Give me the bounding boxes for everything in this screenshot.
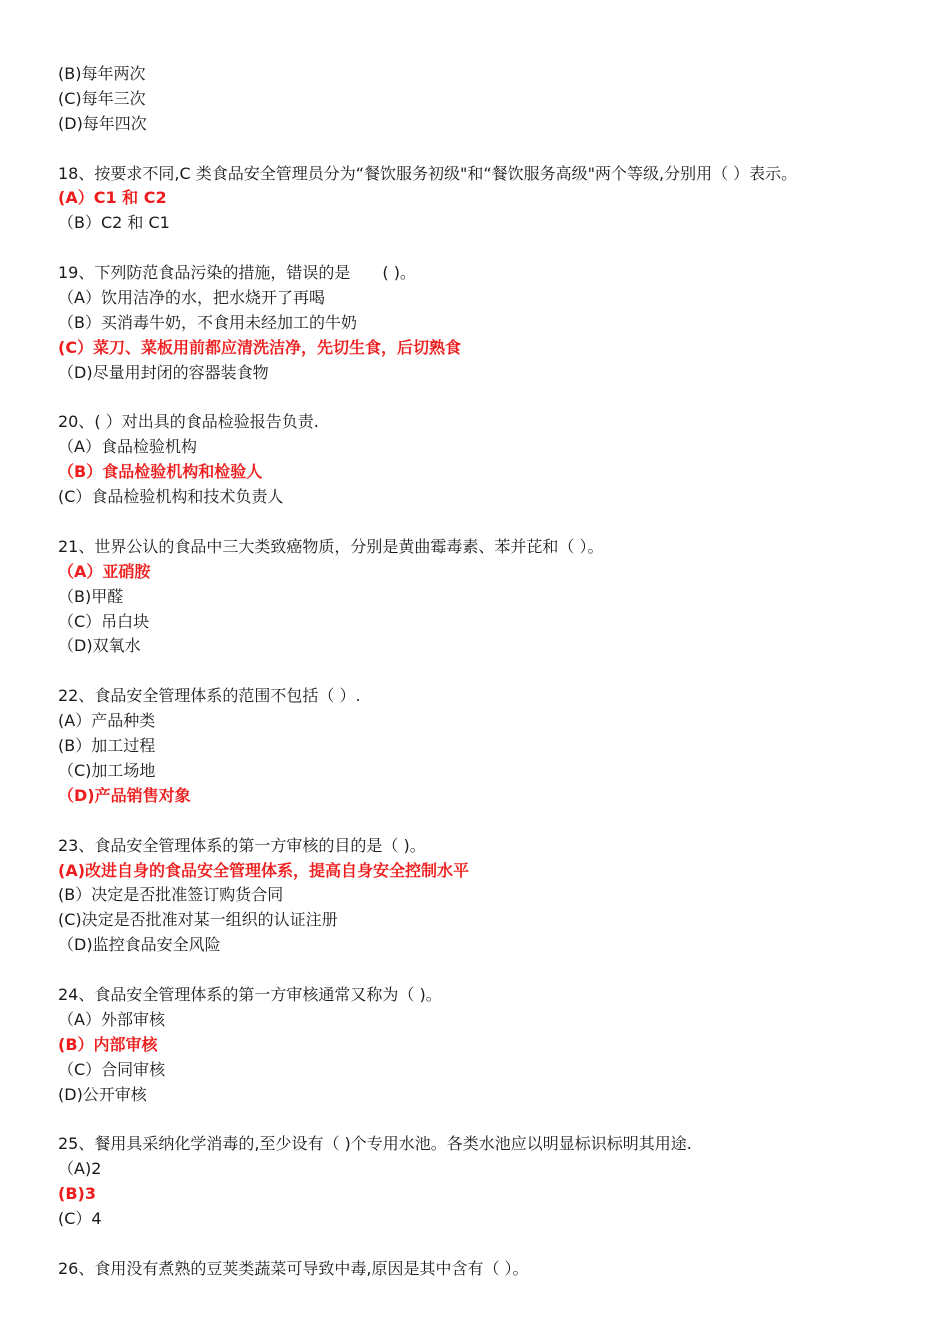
question-18: 18、按要求不同,C 类食品安全管理员分为“餐饮服务初级"和“餐饮服务高级"两个等级,分别用（ ）表示。 — [58, 163, 798, 183]
correct-answer: (A）C1 和 C2 — [58, 188, 167, 208]
option-line: （D)监控食品安全风险 — [58, 935, 221, 955]
correct-answer: (A)改进自身的食品安全管理体系，提高自身安全控制水平 — [58, 860, 470, 880]
correct-answer: (B）内部审核 — [58, 1034, 158, 1054]
option-line: (B）决定是否批准签订购货合同 — [58, 885, 284, 905]
option-line: （A）外部审核 — [58, 1009, 165, 1029]
option-line: （C）合同审核 — [58, 1059, 166, 1079]
spacer — [58, 659, 918, 684]
option-line: （B)甲醛 — [58, 586, 124, 606]
spacer — [58, 809, 918, 834]
question-25: 25、餐用具采纳化学消毒的,至少设有（ )个专用水池。各类水池应以明显标识标明其用途. — [58, 1134, 692, 1154]
spacer — [58, 510, 918, 535]
option-line: （B）买消毒牛奶，不食用未经加工的牛奶 — [58, 312, 357, 332]
spacer — [58, 958, 918, 983]
correct-answer: (B)3 — [58, 1184, 96, 1204]
option-line: (B)每年两次 — [58, 64, 146, 83]
option-line: （C）吊白块 — [58, 611, 150, 631]
option-line: (D)每年四次 — [58, 113, 147, 133]
document-page — [58, 62, 918, 1282]
option-line: (C)每年三次 — [58, 88, 146, 108]
option-line: (A）产品种类 — [58, 711, 156, 731]
option-line: (B）加工过程 — [58, 736, 156, 756]
option-line: （A）饮用洁净的水，把水烧开了再喝 — [58, 288, 325, 308]
spacer — [58, 386, 918, 411]
option-line: （D)双氧水 — [58, 636, 141, 656]
option-line: (C）4 — [58, 1208, 102, 1228]
question-21: 21、世界公认的食品中三大类致癌物质，分别是黄曲霉毒素、苯并芘和（ ）。 — [58, 536, 604, 556]
spacer — [58, 137, 918, 162]
question-19: 19、下列防范食品污染的措施，错误的是 ( )。 — [58, 263, 416, 283]
correct-answer: （A）亚硝胺 — [58, 561, 151, 581]
question-24: 24、食品安全管理体系的第一方审核通常又称为（ )。 — [58, 984, 442, 1004]
correct-answer: （D)产品销售对象 — [58, 785, 191, 805]
option-line: (C）食品检验机构和技术负责人 — [58, 487, 284, 507]
spacer — [58, 1232, 918, 1257]
question-23: 23、食品安全管理体系的第一方审核的目的是（ )。 — [58, 835, 426, 855]
question-22: 22、食品安全管理体系的范围不包括（ ）. — [58, 686, 361, 706]
option-line: （A)2 — [58, 1159, 102, 1179]
question-20: 20、( ）对出具的食品检验报告负责. — [58, 412, 319, 432]
spacer — [58, 236, 918, 261]
question-26: 26、食用没有煮熟的豆荚类蔬菜可导致中毒,原因是其中含有（ ）。 — [58, 1258, 529, 1278]
option-line: （B）C2 和 C1 — [58, 213, 170, 233]
option-line: (D)公开审核 — [58, 1084, 147, 1104]
option-line: （A）食品检验机构 — [58, 437, 197, 457]
option-line: （C)加工场地 — [58, 760, 156, 780]
option-line: （D)尽量用封闭的容器装食物 — [58, 362, 269, 382]
option-line: (C)决定是否批准对某一组织的认证注册 — [58, 910, 338, 930]
correct-answer: (C）菜刀、菜板用前都应清洗洁净，先切生食，后切熟食 — [58, 337, 462, 357]
spacer — [58, 1107, 918, 1132]
correct-answer: （B）食品检验机构和检验人 — [58, 462, 263, 482]
